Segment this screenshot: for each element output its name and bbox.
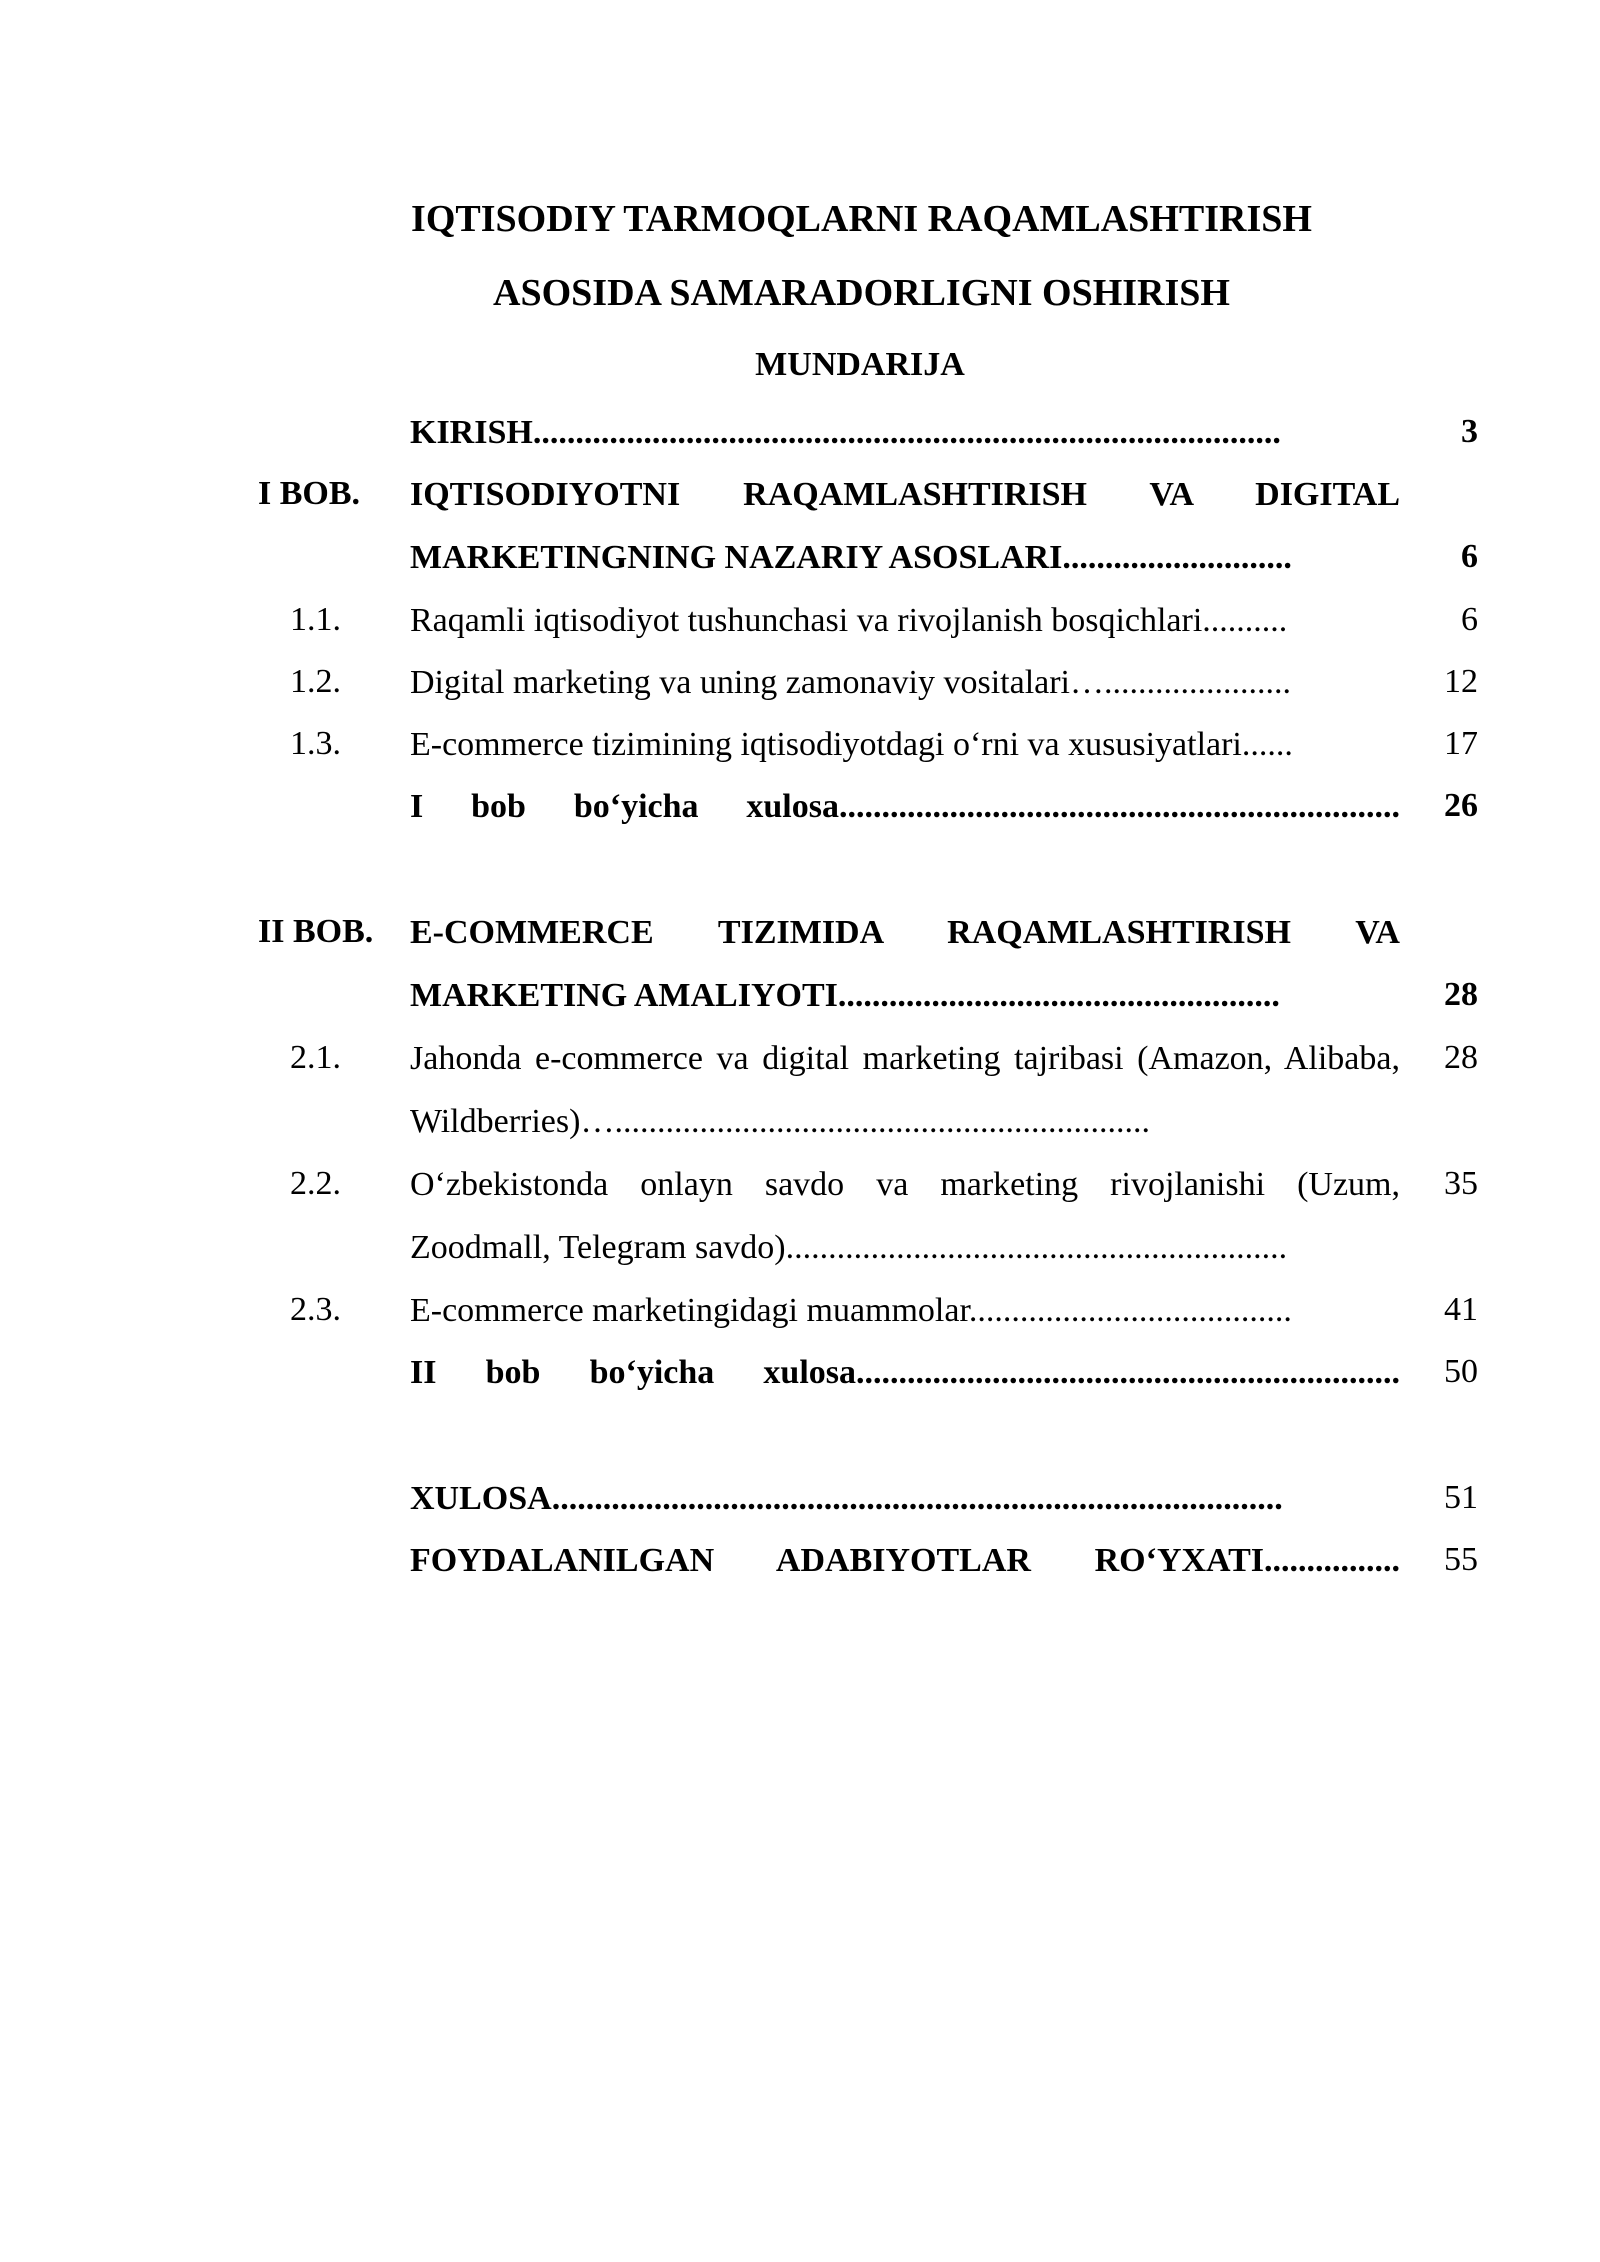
toc-entry-references[interactable]	[0, 1529, 1600, 1655]
document-title-line-1: IQTISODIY TARMOQLARNI RAQAMLASHTIRISH	[411, 198, 1312, 240]
toc-entry-page: 6	[1461, 538, 1478, 575]
toc-entry-page: 17	[1444, 725, 1478, 762]
toc-entry-page: 26	[1444, 787, 1478, 824]
toc-entry-text: E-commerce tizimining iqtisodiyotdagi o‘rni va xususiyatlari......	[410, 726, 1293, 763]
toc-entry-text: O‘zbekistonda onlayn savdo va marketing rivojlanishi (Uzum, Zoodmall, Telegram savdo)...........................................................	[410, 1166, 1400, 1266]
toc-entry-text: KIRISH........................................................................................	[410, 414, 1281, 451]
toc-entry-label: II BOB.	[258, 913, 374, 950]
toc-entry-page: 50	[1444, 1353, 1478, 1390]
toc-entry-chapter-2[interactable]	[0, 901, 1600, 1027]
toc-entry-text: II bob bo‘yicha xulosa................................................................	[410, 1354, 1400, 1391]
toc-entry-page: 51	[1444, 1479, 1478, 1516]
toc-entry-label: 2.3.	[290, 1291, 341, 1328]
toc-entry-page: 28	[1444, 976, 1478, 1013]
toc-entry-text: FOYDALANILGAN ADABIYOTLAR RO‘YXATI................	[410, 1542, 1400, 1579]
toc-entry-page: 28	[1444, 1039, 1478, 1076]
toc-entry-text: Digital marketing va uning zamonaviy vositalari…......................	[410, 664, 1291, 701]
toc-heading: MUNDARIJA	[755, 346, 965, 383]
toc-entry-label: I BOB.	[258, 475, 361, 512]
toc-entry-page: 55	[1444, 1541, 1478, 1578]
toc-entry-label: 1.2.	[290, 663, 341, 700]
toc-entry-text: XULOSA......................................................................................	[410, 1480, 1283, 1517]
toc-entry-chapter-1-conclusion[interactable]	[0, 775, 1600, 901]
toc-entry-label: 1.1.	[290, 601, 341, 638]
toc-entry-section-2-1[interactable]	[0, 1027, 1600, 1153]
toc-entry-label: 2.1.	[290, 1039, 341, 1076]
toc-entry-label: 2.2.	[290, 1165, 341, 1202]
toc-entry-chapter-1[interactable]	[0, 463, 1600, 589]
toc-entry-text: E-commerce marketingidagi muammolar......................................	[410, 1292, 1292, 1329]
document-title-line-2: ASOSIDA SAMARADORLIGNI OSHIRISH	[493, 272, 1230, 314]
toc-entry-text: E-COMMERCE TIZIMIDA RAQAMLASHTIRISH VA MARKETING AMALIYOTI....................................................	[410, 914, 1400, 1014]
toc-entry-page: 41	[1444, 1291, 1478, 1328]
toc-entry-chapter-2-conclusion[interactable]	[0, 1341, 1600, 1467]
toc-entry-text: IQTISODIYOTNI RAQAMLASHTIRISH VA DIGITAL MARKETINGNING NAZARIY ASOSLARI...........................	[410, 476, 1400, 576]
toc-entry-section-2-2[interactable]	[0, 1153, 1600, 1279]
toc-entry-label: 1.3.	[290, 725, 341, 762]
toc-entry-text: Raqamli iqtisodiyot tushunchasi va rivojlanish bosqichlari..........	[410, 602, 1288, 639]
toc-entry-text: Jahonda e-commerce va digital marketing tajribasi (Amazon, Alibaba, Wildberries)…...............................................................	[410, 1040, 1400, 1140]
toc-entry-page: 3	[1461, 413, 1478, 450]
toc-entry-page: 12	[1444, 663, 1478, 700]
toc-entry-page: 6	[1461, 601, 1478, 638]
toc-entry-text: I bob bo‘yicha xulosa..................................................................	[410, 788, 1400, 825]
toc-entry-page: 35	[1444, 1165, 1478, 1202]
